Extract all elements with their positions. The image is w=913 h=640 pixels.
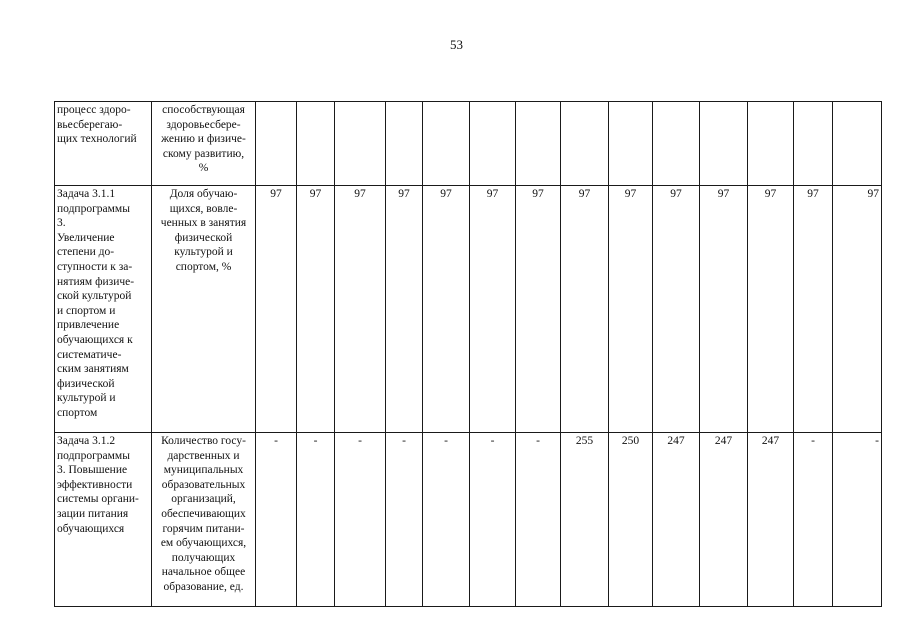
value-cell: 97: [561, 186, 609, 433]
value-cell: 97: [833, 186, 882, 433]
value-cell: 97: [516, 186, 561, 433]
value-cell: [386, 102, 423, 186]
value-cell: [609, 102, 653, 186]
value-cell: 97: [748, 186, 794, 433]
table-row: [55, 433, 882, 607]
value-cell: -: [386, 433, 423, 607]
value-cell: -: [516, 433, 561, 607]
value-cell: 250: [609, 433, 653, 607]
value-cell: 97: [335, 186, 386, 433]
value-cell: -: [256, 433, 297, 607]
table-row: [55, 186, 882, 433]
value-cell: -: [833, 433, 882, 607]
indicator-cell: Количество госу- дарственных и муниципальных образовательных организаций, обеспечивающих горячим питани- ем обучающихся, получающих начальное общее образование, ед.: [152, 433, 256, 607]
value-cell: 247: [748, 433, 794, 607]
value-cell: 97: [700, 186, 748, 433]
value-cell: [423, 102, 470, 186]
value-cell: 97: [470, 186, 516, 433]
value-cell: -: [423, 433, 470, 607]
value-cell: [833, 102, 882, 186]
value-cell: [700, 102, 748, 186]
value-cell: [256, 102, 297, 186]
value-cell: [748, 102, 794, 186]
value-cell: [335, 102, 386, 186]
task-cell: процесс здоро- вьесберегаю- щих технологий: [55, 102, 152, 186]
value-cell: 97: [609, 186, 653, 433]
value-cell: [516, 102, 561, 186]
value-cell: 97: [653, 186, 700, 433]
value-cell: [470, 102, 516, 186]
table-row: [55, 102, 882, 186]
value-cell: 97: [386, 186, 423, 433]
task-cell: Задача 3.1.1 подпрограммы 3. Увеличение степени до- ступности к за- нятиям физиче- ской культурой и спортом и привлечение обучающихся к систематиче- ским занятиям физической культурой и спортом: [55, 186, 152, 433]
value-cell: 247: [653, 433, 700, 607]
value-cell: -: [297, 433, 335, 607]
value-cell: [653, 102, 700, 186]
value-cell: 97: [297, 186, 335, 433]
indicator-cell: способствующая здоровьесбере- жению и физиче- скому развитию, %: [152, 102, 256, 186]
value-cell: [794, 102, 833, 186]
value-cell: 247: [700, 433, 748, 607]
indicators-table: [54, 101, 882, 607]
value-cell: -: [794, 433, 833, 607]
task-cell: Задача 3.1.2 подпрограммы 3. Повышение эффективности системы органи- зации питания обучающихся: [55, 433, 152, 607]
value-cell: 255: [561, 433, 609, 607]
value-cell: [297, 102, 335, 186]
value-cell: 97: [423, 186, 470, 433]
value-cell: 97: [794, 186, 833, 433]
value-cell: [561, 102, 609, 186]
value-cell: -: [470, 433, 516, 607]
value-cell: -: [335, 433, 386, 607]
value-cell: 97: [256, 186, 297, 433]
page-number: 53: [450, 37, 463, 52]
indicator-cell: Доля обучаю- щихся, вовле- ченных в занятия физической культурой и спортом, %: [152, 186, 256, 433]
